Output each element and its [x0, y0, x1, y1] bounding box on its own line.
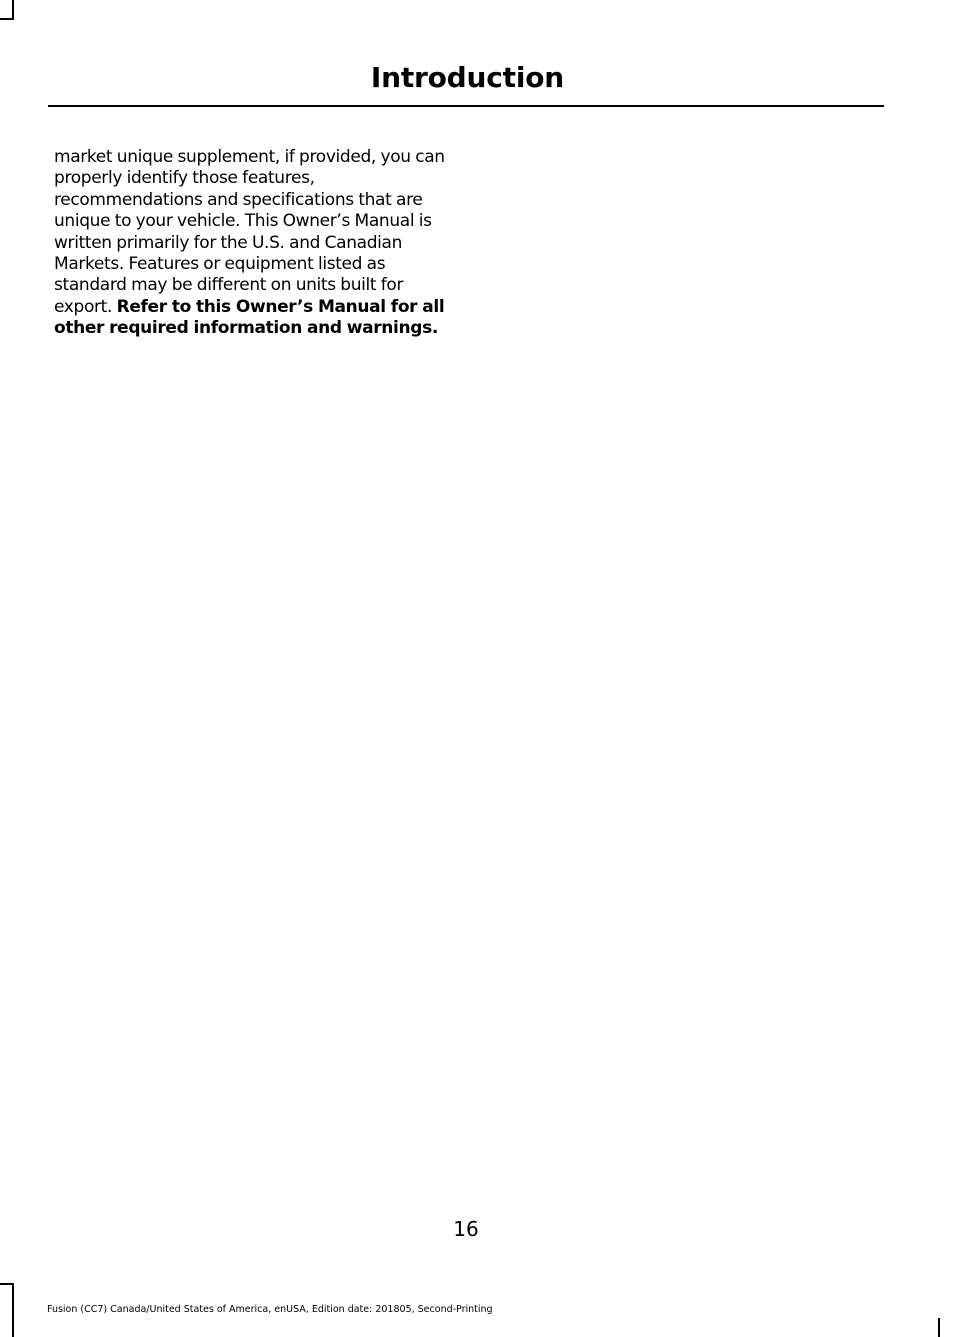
- crop-mark-bottom-left-horizontal: [0, 1283, 14, 1285]
- body-paragraph: [54, 147, 450, 340]
- crop-mark-top-left-horizontal: [0, 18, 14, 20]
- crop-mark-bottom-right-vertical: [938, 1318, 940, 1337]
- header-divider: [48, 105, 884, 107]
- section-title: Introduction: [370, 61, 564, 94]
- paragraph-regular-text: market unique supplement, if provided, you can properly identify those features, recommendations and specifications that are unique to your vehicle. This Owner’s Manual is written primarily for the U.S. and Canadian Markets. Features or equipment listed as standard may be different on units built for export.: [54, 147, 445, 317]
- crop-mark-top-left-vertical: [12, 0, 14, 20]
- crop-mark-bottom-left-vertical: [12, 1283, 14, 1337]
- edition-info: Fusion (CC7) Canada/United States of America, enUSA, Edition date: 201805, Second-Printing: [47, 1304, 493, 1315]
- page-number: 16: [453, 1217, 479, 1241]
- paragraph-bold-text: Refer to this Owner’s Manual for all other required information and warnings.: [54, 296, 445, 339]
